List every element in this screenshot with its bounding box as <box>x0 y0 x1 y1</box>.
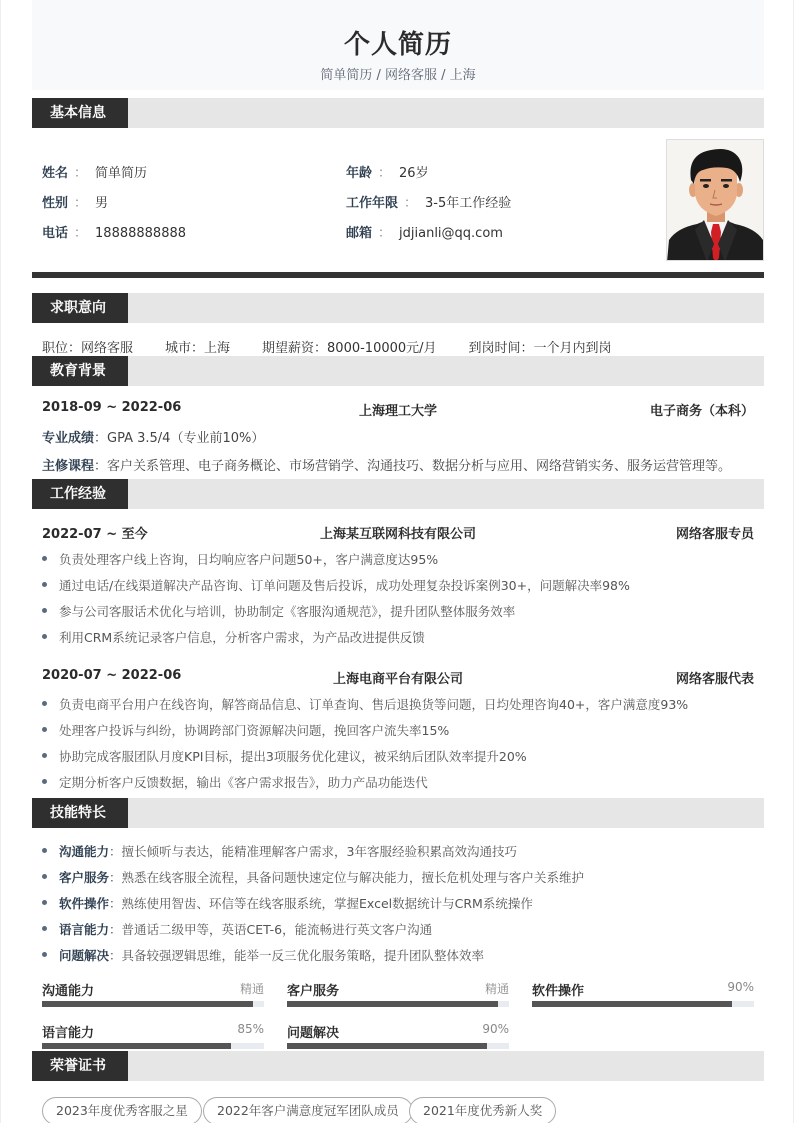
field-value: 男 <box>95 196 109 211</box>
field-value: 3-5年工作经验 <box>425 196 512 211</box>
bullet-icon <box>42 926 47 931</box>
skill-track <box>287 1001 509 1007</box>
bullet-icon <box>42 900 47 905</box>
job-period: 2022-07 ~ 至今 <box>42 527 148 542</box>
field-phone: 电话 ： 18888888888 <box>42 226 187 241</box>
skill-track <box>42 1043 264 1049</box>
list-item: 协助完成客服团队月度KPI目标，提出3项服务优化建议，被采纳后团队效率提升20% <box>42 747 527 765</box>
resume-header <box>32 0 764 90</box>
field-work-years: 工作年限 ： 3-5年工作经验 <box>346 196 512 211</box>
skill-name: 客户服务 <box>287 984 340 999</box>
field-label: 姓名 <box>42 166 69 181</box>
skill-name: 语言能力 <box>42 1026 95 1041</box>
bullet-icon <box>42 608 47 613</box>
skill-level: 85% <box>237 1022 264 1036</box>
bullet-icon <box>42 701 47 706</box>
section-job-intent <box>32 293 764 323</box>
list-item: 语言能力：普通话二级甲等，英语CET-6，能流畅进行英文客户沟通 <box>42 920 432 938</box>
intent-salary: 期望薪资：8000-10000元/月 <box>262 341 437 356</box>
bullet-icon <box>42 556 47 561</box>
portrait-illustration-icon <box>667 140 764 261</box>
job-title: 网络客服代表 <box>675 672 754 687</box>
field-label: 性别 <box>42 196 69 211</box>
field-name: 姓名 ： 简单简历 <box>42 166 148 181</box>
skill-track <box>42 1001 264 1007</box>
page-title: 个人简历 <box>343 30 452 60</box>
skill-fill <box>287 1043 487 1049</box>
bullet-icon <box>42 874 47 879</box>
intent-city: 城市：上海 <box>165 341 231 356</box>
job-period: 2020-07 ~ 2022-06 <box>42 668 182 683</box>
skill-fill <box>532 1001 732 1007</box>
honor-badge: 2023年度优秀客服之星 <box>42 1097 202 1123</box>
bullet-icon <box>42 582 47 587</box>
skill-level: 90% <box>727 980 754 994</box>
list-item: 负责电商平台用户在线咨询，解答商品信息、订单查询、售后退换货等问题，日均处理咨询40+，客户满意度93% <box>42 695 688 713</box>
job-intent-row <box>42 337 644 356</box>
education-school: 上海理工大学 <box>358 404 437 419</box>
list-item: 处理客户投诉与纠纷，协调跨部门资源解决问题，挽回客户流失率15% <box>42 721 449 739</box>
list-item: 软件操作：熟练使用智齿、环信等在线客服系统，掌握Excel数据统计与CRM系统操作 <box>42 894 533 912</box>
section-title: 荣誉证书 <box>32 1051 128 1081</box>
bullet-icon <box>42 727 47 732</box>
list-item: 负责处理客户线上咨询，日均响应客户问题50+，客户满意度达95% <box>42 550 438 568</box>
list-item: 问题解决：具备较强逻辑思维，能举一反三优化服务策略，提升团队整体效率 <box>42 946 484 964</box>
education-header-row <box>42 400 754 418</box>
section-honors <box>32 1051 764 1081</box>
field-label: 工作年限 <box>346 196 399 211</box>
field-value: jdjianli@qq.com <box>399 226 503 241</box>
bullet-icon <box>42 753 47 758</box>
list-item: 沟通能力：擅长倾听与表达，能精准理解客户需求，3年客服经验积累高效沟通技巧 <box>42 842 517 860</box>
job-header-row <box>42 523 754 541</box>
field-age: 年龄 ： 26岁 <box>346 166 429 181</box>
section-work-experience <box>32 479 764 509</box>
field-email: 邮箱 ： jdjianli@qq.com <box>346 226 503 241</box>
field-gender: 性别 ： 男 <box>42 196 109 211</box>
bullet-icon <box>42 952 47 957</box>
skill-level: 精通 <box>484 982 509 996</box>
list-item: 通过电话/在线渠道解决产品咨询、订单问题及售后投诉，成功处理复杂投诉案例30+，问题解决率98% <box>42 576 630 594</box>
job-title: 网络客服专员 <box>675 527 754 542</box>
bullet-icon <box>42 779 47 784</box>
field-value: 简单简历 <box>95 166 148 181</box>
bullet-icon <box>42 634 47 639</box>
skill-fill <box>287 1001 498 1007</box>
skill-name: 问题解决 <box>287 1026 340 1041</box>
section-title: 求职意向 <box>32 293 128 323</box>
list-item: 定期分析客户反馈数据，输出《客户需求报告》，助力产品功能迭代 <box>42 773 428 791</box>
avatar <box>666 139 764 261</box>
education-major: 电子商务（本科） <box>649 404 754 419</box>
skill-track <box>287 1043 509 1049</box>
skill-level: 精通 <box>239 982 264 996</box>
job-header-row <box>42 668 754 686</box>
intent-arrival: 到岗时间：一个月内到岗 <box>468 341 612 356</box>
section-skills <box>32 798 764 828</box>
divider <box>32 272 764 278</box>
section-title: 工作经验 <box>32 479 128 509</box>
list-item: 客户服务：熟悉在线客服全流程，具备问题快速定位与解决能力，擅长危机处理与客户关系维护 <box>42 868 584 886</box>
section-basic-info <box>32 98 764 128</box>
section-title: 技能特长 <box>32 798 128 828</box>
field-label: 邮箱 <box>346 226 373 241</box>
job-company: 上海电商平台有限公司 <box>332 672 463 687</box>
field-value: 18888888888 <box>95 226 187 241</box>
section-title: 基本信息 <box>32 98 128 128</box>
honor-badge: 2021年度优秀新人奖 <box>409 1097 556 1123</box>
bullet-icon <box>42 848 47 853</box>
education-courses: 主修课程：客户关系管理、电子商务概论、市场营销学、沟通技巧、数据分析与应用、网络营销实务、服务运营管理等。 <box>42 459 732 474</box>
skill-track <box>532 1001 754 1007</box>
job-company: 上海某互联网科技有限公司 <box>319 527 476 542</box>
field-label: 电话 <box>42 226 69 241</box>
section-title: 教育背景 <box>32 356 128 386</box>
page-subtitle: 简单简历 / 网络客服 / 上海 <box>320 68 476 83</box>
field-value: 26岁 <box>399 166 429 181</box>
skill-fill <box>42 1001 253 1007</box>
list-item: 参与公司客服话术优化与培训，协助制定《客服沟通规范》，提升团队整体服务效率 <box>42 602 515 620</box>
intent-position: 职位：网络客服 <box>42 341 134 356</box>
skill-name: 沟通能力 <box>42 984 95 999</box>
education-period: 2018-09 ~ 2022-06 <box>42 400 182 415</box>
skill-fill <box>42 1043 231 1049</box>
skill-name: 软件操作 <box>532 984 585 999</box>
skill-level: 90% <box>482 1022 509 1036</box>
honor-badge: 2022年客户满意度冠军团队成员 <box>203 1097 413 1123</box>
list-item: 利用CRM系统记录客户信息，分析客户需求，为产品改进提供反馈 <box>42 628 425 646</box>
section-education <box>32 356 764 386</box>
field-label: 年龄 <box>346 166 373 181</box>
education-score: 专业成绩：GPA 3.5/4（专业前10%） <box>42 431 265 446</box>
